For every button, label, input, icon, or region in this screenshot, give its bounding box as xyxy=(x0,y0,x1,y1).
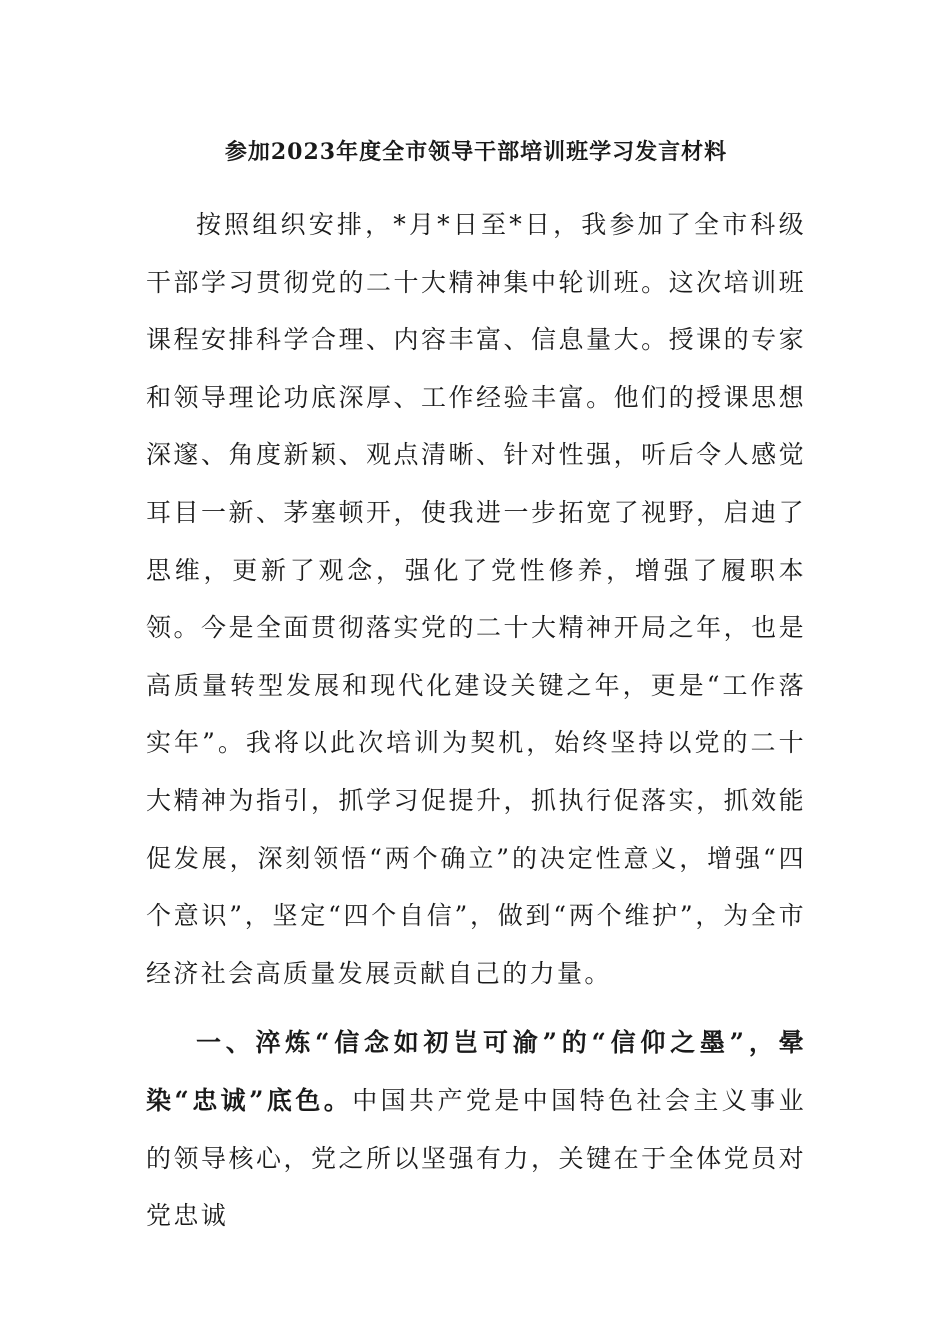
section-1-body: 中国共产党是中国特色社会主义事业的领导核心，党之所以坚强有力，关键在于全体党员对党忠诚 xyxy=(146,1085,806,1231)
document-page xyxy=(146,130,806,1245)
section-1-heading: 一、淬炼“信念如初岂可渝”的“信仰之墨”，晕染“忠诚”底色。 xyxy=(146,1028,806,1115)
document-title: 参加2023年度全市领导干部培训班学习发言材料 xyxy=(224,139,728,165)
section-1-paragraph xyxy=(146,1014,806,1244)
intro-paragraph: 按照组织安排，*月*日至*日，我参加了全市科级干部学习贯彻党的二十大精神集中轮训班。这次培训班课程安排科学合理、内容丰富、信息量大。授课的专家和领导理论功底深厚、工作经验丰富。他们的授课思想深邃、角度新颖、观点清晰、针对性强，听后令人感觉耳目一新、茅塞顿开，使我进一步拓宽了视野，启迪了思维，更新了观念，强化了党性修养，增强了履职本领。今是全面贯彻落实党的二十大精神开局之年，也是高质量转型发展和现代化建设关键之年，更是“工作落实年”。我将以此次培训为契机，始终坚持以党的二十大精神为指引，抓学习促提升，抓执行促落实，抓效能促发展，深刻领悟“两个确立”的决定性意义，增强“四个意识”，坚定“四个自信”，做到“两个维护”，为全市经济社会高质量发展贡献自己的力量。 xyxy=(146,210,806,988)
